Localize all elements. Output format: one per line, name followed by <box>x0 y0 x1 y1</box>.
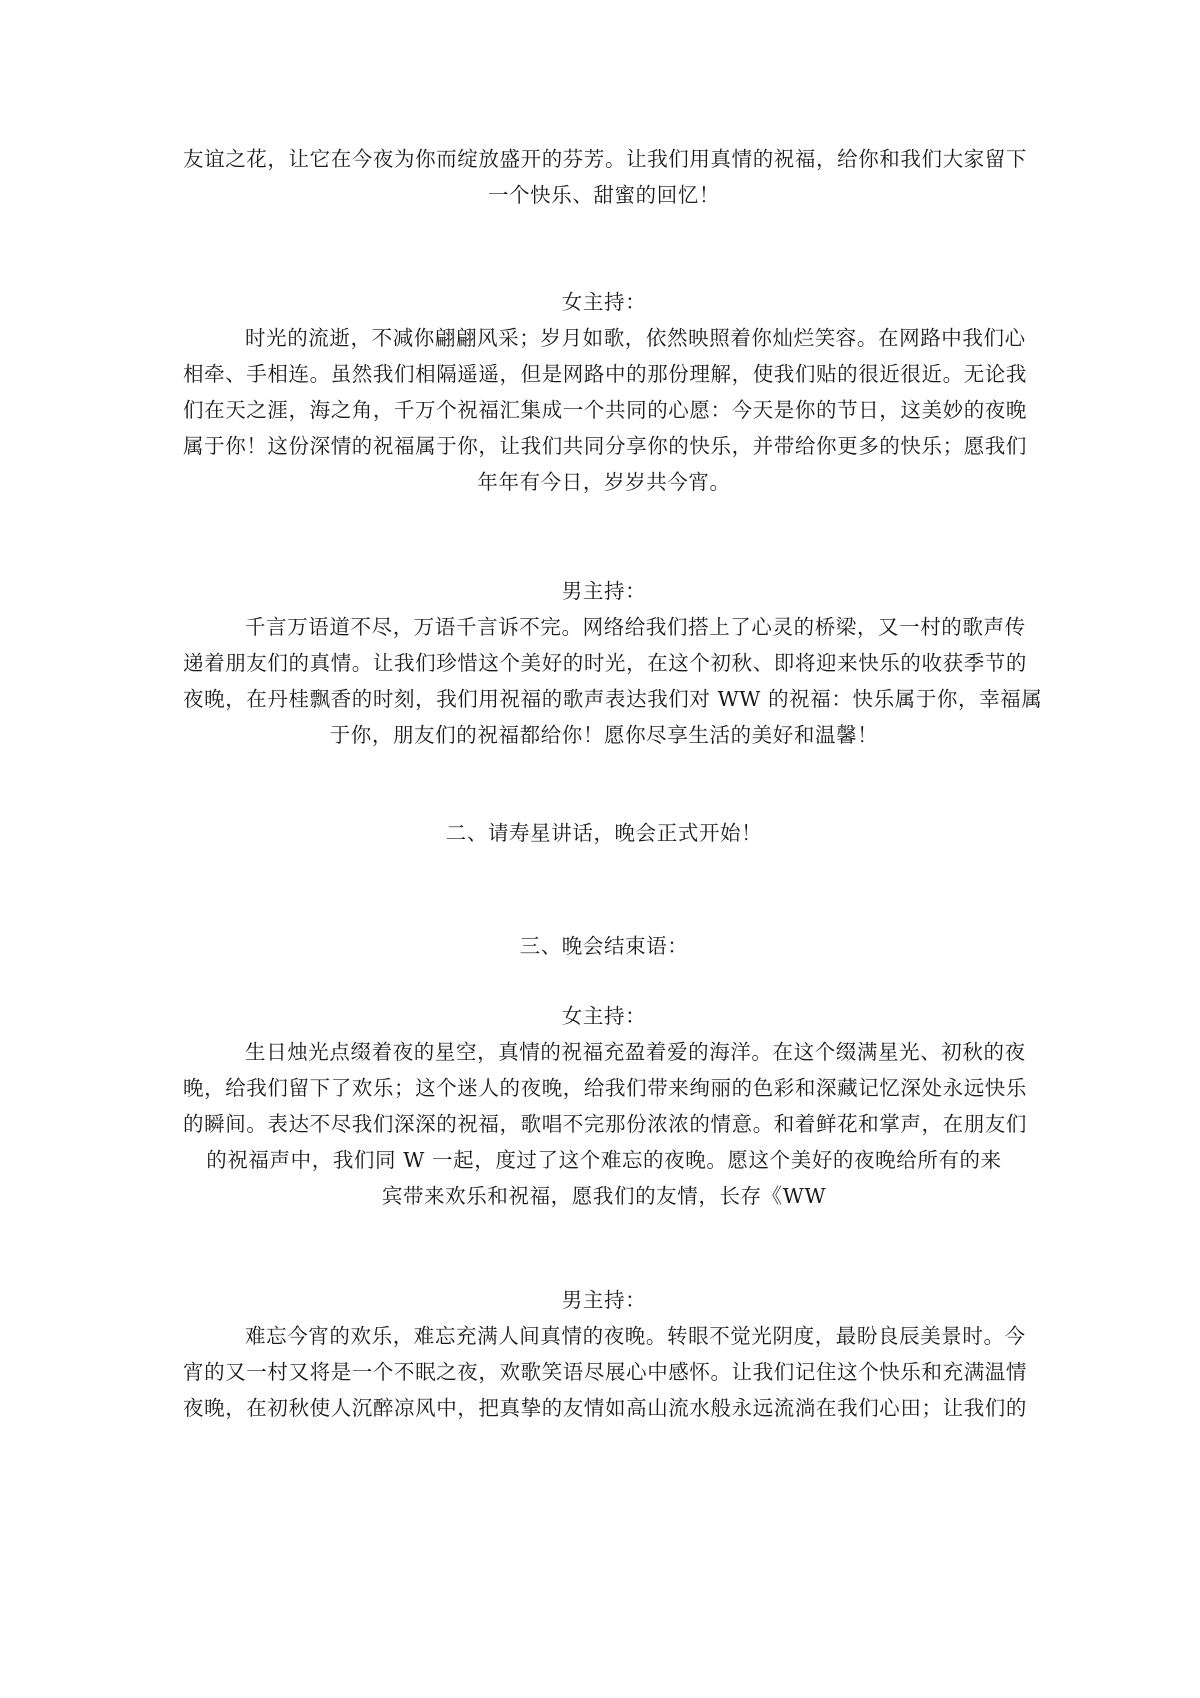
text-line: 千言万语道不尽，万语千言诉不完。网络给我们搭上了心灵的桥梁，又一村的歌声传 <box>245 615 1026 639</box>
text-line: 们在天之涯，海之角，千万个祝福汇集成一个共同的心愿：今天是你的节日，这美妙的夜晚 <box>183 398 1027 422</box>
text-line: 友谊之花，让它在今夜为你而绽放盛开的芬芳。让我们用真情的祝福，给你和我们大家留下 <box>183 147 1027 171</box>
text-line: 一个快乐、甜蜜的回忆！ <box>487 183 721 207</box>
text-line: 年年有今日，岁岁共今宵。 <box>477 470 731 494</box>
text-line: 时光的流逝，不减你翩翩风采；岁月如歌，依然映照着你灿烂笑容。在网路中我们心 <box>245 326 1026 350</box>
paragraph-intro <box>183 141 1025 213</box>
text-line: 递着朋友们的真情。让我们珍惜这个美好的时光，在这个初秋、即将迎来快乐的收获季节的 <box>183 651 1027 675</box>
paragraph-female-host-1 <box>183 320 1025 500</box>
text-line: 于你，朋友们的祝福都给你！愿你尽享生活的美好和温馨！ <box>329 723 879 747</box>
speaker-label-male-host: 男主持： <box>561 1288 647 1312</box>
text-line: 宵的又一村又将是一个不眠之夜，欢歌笑语尽展心中感怀。让我们记住这个快乐和充满温情 <box>183 1360 1027 1384</box>
text-line: 宾带来欢乐和祝福，愿我们的友情，长存《WW <box>381 1184 827 1208</box>
text-line: 的瞬间。表达不尽我们深深的祝福，歌唱不完那份浓浓的情意。和着鲜花和掌声，在朋友们 <box>183 1112 1027 1136</box>
text-line: 夜晚，在丹桂飘香的时刻，我们用祝福的歌声表达我们对 WW 的祝福：快乐属于你，幸福属 <box>183 687 1043 711</box>
text-line: 相牵、手相连。虽然我们相隔遥遥，但是网路中的那份理解，使我们贴的很近很近。无论我 <box>183 362 1027 386</box>
paragraph-male-host-1 <box>183 609 1043 753</box>
speaker-label-female-host: 女主持： <box>561 1004 647 1028</box>
paragraph-female-host-2 <box>183 1034 1025 1214</box>
text-line: 难忘今宵的欢乐，难忘充满人间真情的夜晚。转眼不觉光阴度，最盼良辰美景时。今 <box>245 1324 1026 1348</box>
text-line: 属于你！这份深情的祝福属于你，让我们共同分享你的快乐，并带给你更多的快乐；愿我们 <box>183 434 1027 458</box>
text-line: 晚，给我们留下了欢乐；这个迷人的夜晚，给我们带来绚丽的色彩和深藏记忆深处永远快乐 <box>183 1076 1027 1100</box>
text-line: 夜晚，在初秋使人沉醉凉风中，把真挚的友情如高山流水般永远流淌在我们心田；让我们的 <box>183 1396 1027 1420</box>
paragraph-male-host-2 <box>183 1318 1025 1426</box>
speaker-label-male-host: 男主持： <box>561 579 647 603</box>
text-line: 的祝福声中，我们同 W 一起，度过了这个难忘的夜晚。愿这个美好的夜晚给所有的来 <box>206 1148 1002 1172</box>
section-heading-3: 三、晚会结束语： <box>519 934 689 958</box>
section-heading-2: 二、请寿星讲话，晚会正式开始！ <box>445 821 763 845</box>
speaker-label-female-host: 女主持： <box>561 290 647 314</box>
text-line: 生日烛光点缀着夜的星空，真情的祝福充盈着爱的海洋。在这个缀满星光、初秋的夜 <box>245 1040 1026 1064</box>
